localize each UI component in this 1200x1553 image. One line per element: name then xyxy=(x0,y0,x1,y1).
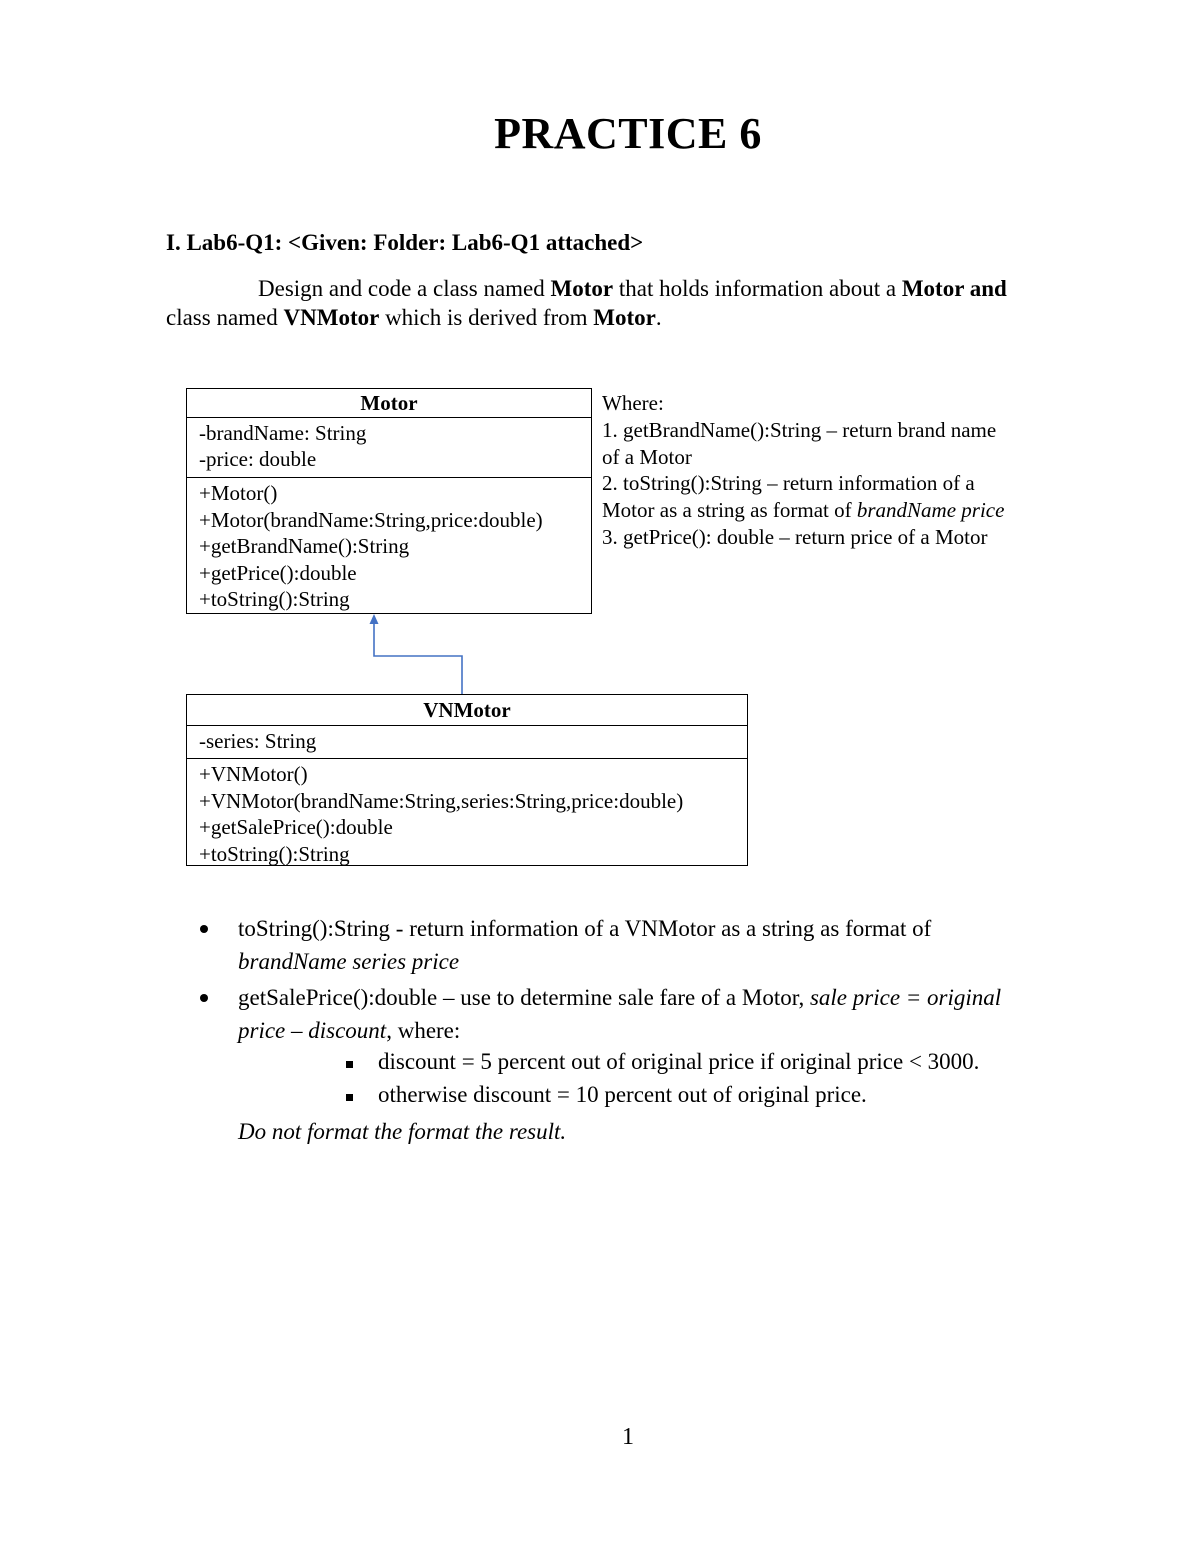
inheritance-arrowhead xyxy=(370,614,379,624)
sub-bullet-discount-10: otherwise discount = 10 percent out of original price. xyxy=(378,1082,867,1107)
where-line: of a Motor xyxy=(602,444,692,469)
intro-motor-term: Motor xyxy=(593,305,656,330)
page-number: 1 xyxy=(622,1424,634,1450)
motor-attributes xyxy=(187,418,591,478)
motor-operation: +Motor() xyxy=(199,481,278,505)
intro-text: class named xyxy=(166,305,284,330)
bullet-getsaleprice-line-1 xyxy=(238,981,1001,1014)
vnmotor-operation: +VNMotor() xyxy=(199,762,308,786)
intro-text: . xyxy=(655,305,662,330)
vnmotor-operation: +getSalePrice():double xyxy=(199,815,393,839)
motor-operations xyxy=(187,478,591,613)
where-label: Where: xyxy=(602,391,664,415)
motor-class-name: Motor xyxy=(187,389,591,418)
bullet-icon xyxy=(200,994,208,1002)
vnmotor-operations xyxy=(187,759,747,867)
intro-line-1 xyxy=(166,276,1007,302)
vnmotor-class-name: VNMotor xyxy=(187,695,747,726)
bullet-text: getSalePrice():double – use to determine sale fare of a Motor, xyxy=(238,985,810,1010)
intro-text: that holds information about a xyxy=(613,276,902,301)
sub-bullet-discount-5: discount = 5 percent out of original price if original price < 3000. xyxy=(378,1049,980,1074)
motor-operation: +getPrice():double xyxy=(199,560,357,585)
motor-class-box xyxy=(186,388,592,614)
vnmotor-operation: +toString():String xyxy=(199,841,350,866)
motor-operation: +toString():String xyxy=(199,587,350,611)
bullet-formula: sale price = original xyxy=(809,985,1002,1010)
motor-operation: +Motor(brandName:String,price:double) xyxy=(199,507,543,532)
inheritance-connector xyxy=(374,622,462,694)
where-notes xyxy=(602,390,1004,551)
vnmotor-operation: +VNMotor(brandName:String,series:String,price:double) xyxy=(199,788,684,813)
where-line xyxy=(602,497,1004,524)
bullet-text: , where: xyxy=(386,1018,461,1043)
bullet-icon xyxy=(200,925,208,933)
section-heading: I. Lab6-Q1: <Given: Folder: Lab6-Q1 attached> xyxy=(166,230,644,255)
motor-operation: +getBrandName():String xyxy=(199,534,410,558)
square-bullet-icon xyxy=(346,1094,353,1101)
intro-text: which is derived from xyxy=(379,305,594,330)
vnmotor-attributes xyxy=(187,726,747,759)
page-title: PRACTICE 6 xyxy=(494,109,762,158)
motor-attribute: -brandName: String xyxy=(199,421,367,445)
intro-motor-term: Motor and xyxy=(901,276,1007,301)
where-text: Motor as a string as format of xyxy=(602,498,857,523)
bullet-tostring-line-2: brandName series price xyxy=(238,949,460,974)
square-bullet-icon xyxy=(346,1061,353,1068)
intro-vnmotor-term: VNMotor xyxy=(283,305,380,330)
motor-attribute: -price: double xyxy=(199,447,317,471)
where-line: 1. getBrandName():String – return brand name xyxy=(602,417,997,442)
vnmotor-attribute: -series: String xyxy=(199,729,317,753)
bullet-formula: price – discount xyxy=(238,1018,387,1043)
vnmotor-class-box xyxy=(186,694,748,866)
intro-motor-term: Motor xyxy=(550,276,614,301)
bullet-getsaleprice-line-2 xyxy=(238,1014,460,1047)
intro-line-2 xyxy=(166,305,662,331)
intro-text: Design and code a class named xyxy=(258,276,551,301)
where-format-term: brandName price xyxy=(856,498,1005,523)
format-note: Do not format the format the result. xyxy=(238,1119,567,1144)
bullet-tostring-line-1: toString():String - return information of a VNMotor as a string as format of xyxy=(238,916,932,941)
where-line: 3. getPrice(): double – return price of a Motor xyxy=(602,524,988,549)
where-line: 2. toString():String – return information of a xyxy=(602,471,975,496)
